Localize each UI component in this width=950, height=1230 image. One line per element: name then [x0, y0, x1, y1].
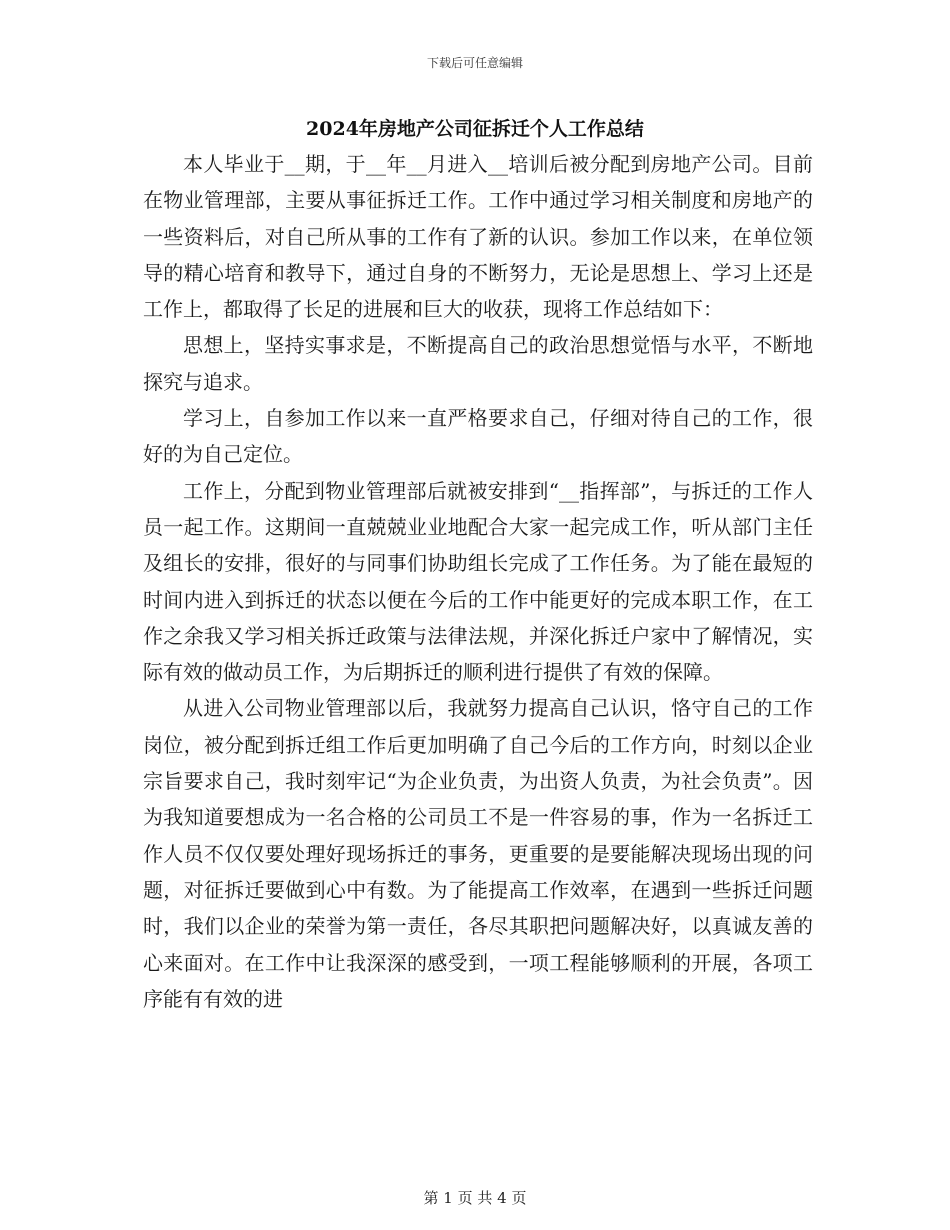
page-indicator: 第 1 页 共 4 页	[423, 1189, 527, 1207]
paragraph-department: 从进入公司物业管理部以后，我就努力提高自己认识，恪守自己的工作岗位，被分配到拆迁组工作后更加明确了自己今后的工作方向，时刻以企业宗旨要求自己，我时刻牢记“为企业负责，为出资人负责，为社会负责”。因为我知道要想成为一名合格的公司员工不是一件容易的事，作为一名拆迁工作人员不仅仅要处理好现场拆迁的事务，更重要的是要能解决现场出现的问题，对征拆迁要做到心中有数。为了能提高工作效率，在遇到一些拆迁问题时，我们以企业的荣誉为第一责任，各尽其职把问题解决好，以真诚友善的心来面对。在工作中让我深深的感受到，一项工程能够顺利的开展，各项工序能有有效的进	[143, 696, 813, 1011]
document-title: 2024年房地产公司征拆迁个人工作总结	[306, 118, 644, 140]
paragraph-intro: 本人毕业于__期，于__年__月进入__培训后被分配到房地产公司。目前在物业管理部，主要从事征拆迁工作。工作中通过学习相关制度和房地产的一些资料后，对自己所从事的工作有了新的认识。参加工作以来，在单位领导的精心培育和教导下，通过自身的不断努力，无论是思想上、学习上还是工作上，都取得了长足的进展和巨大的收获，现将工作总结如下：	[143, 152, 813, 322]
paragraph-thought: 思想上，坚持实事求是，不断提高自己的政治思想觉悟与水平，不断地探究与追求。	[143, 333, 813, 394]
paragraph-work: 工作上，分配到物业管理部后就被安排到“__指挥部”，与拆迁的工作人员一起工作。这期间一直兢兢业业地配合大家一起完成工作，听从部门主任及组长的安排，很好的与同事们协助组长完成了工作任务。为了能在最短的时间内进入到拆迁的状态以便在今后的工作中能更好的完成本职工作，在工作之余我又学习相关拆迁政策与法律法规，并深化拆迁户家中了解情况，实际有效的做动员工作，为后期拆迁的顺利进行提供了有效的保障。	[143, 478, 813, 685]
paragraph-study: 学习上，自参加工作以来一直严格要求自己，仔细对待自己的工作，很好的为自己定位。	[143, 406, 813, 467]
document-body	[143, 146, 813, 1017]
header-note: 下载后可任意编辑	[426, 56, 523, 70]
